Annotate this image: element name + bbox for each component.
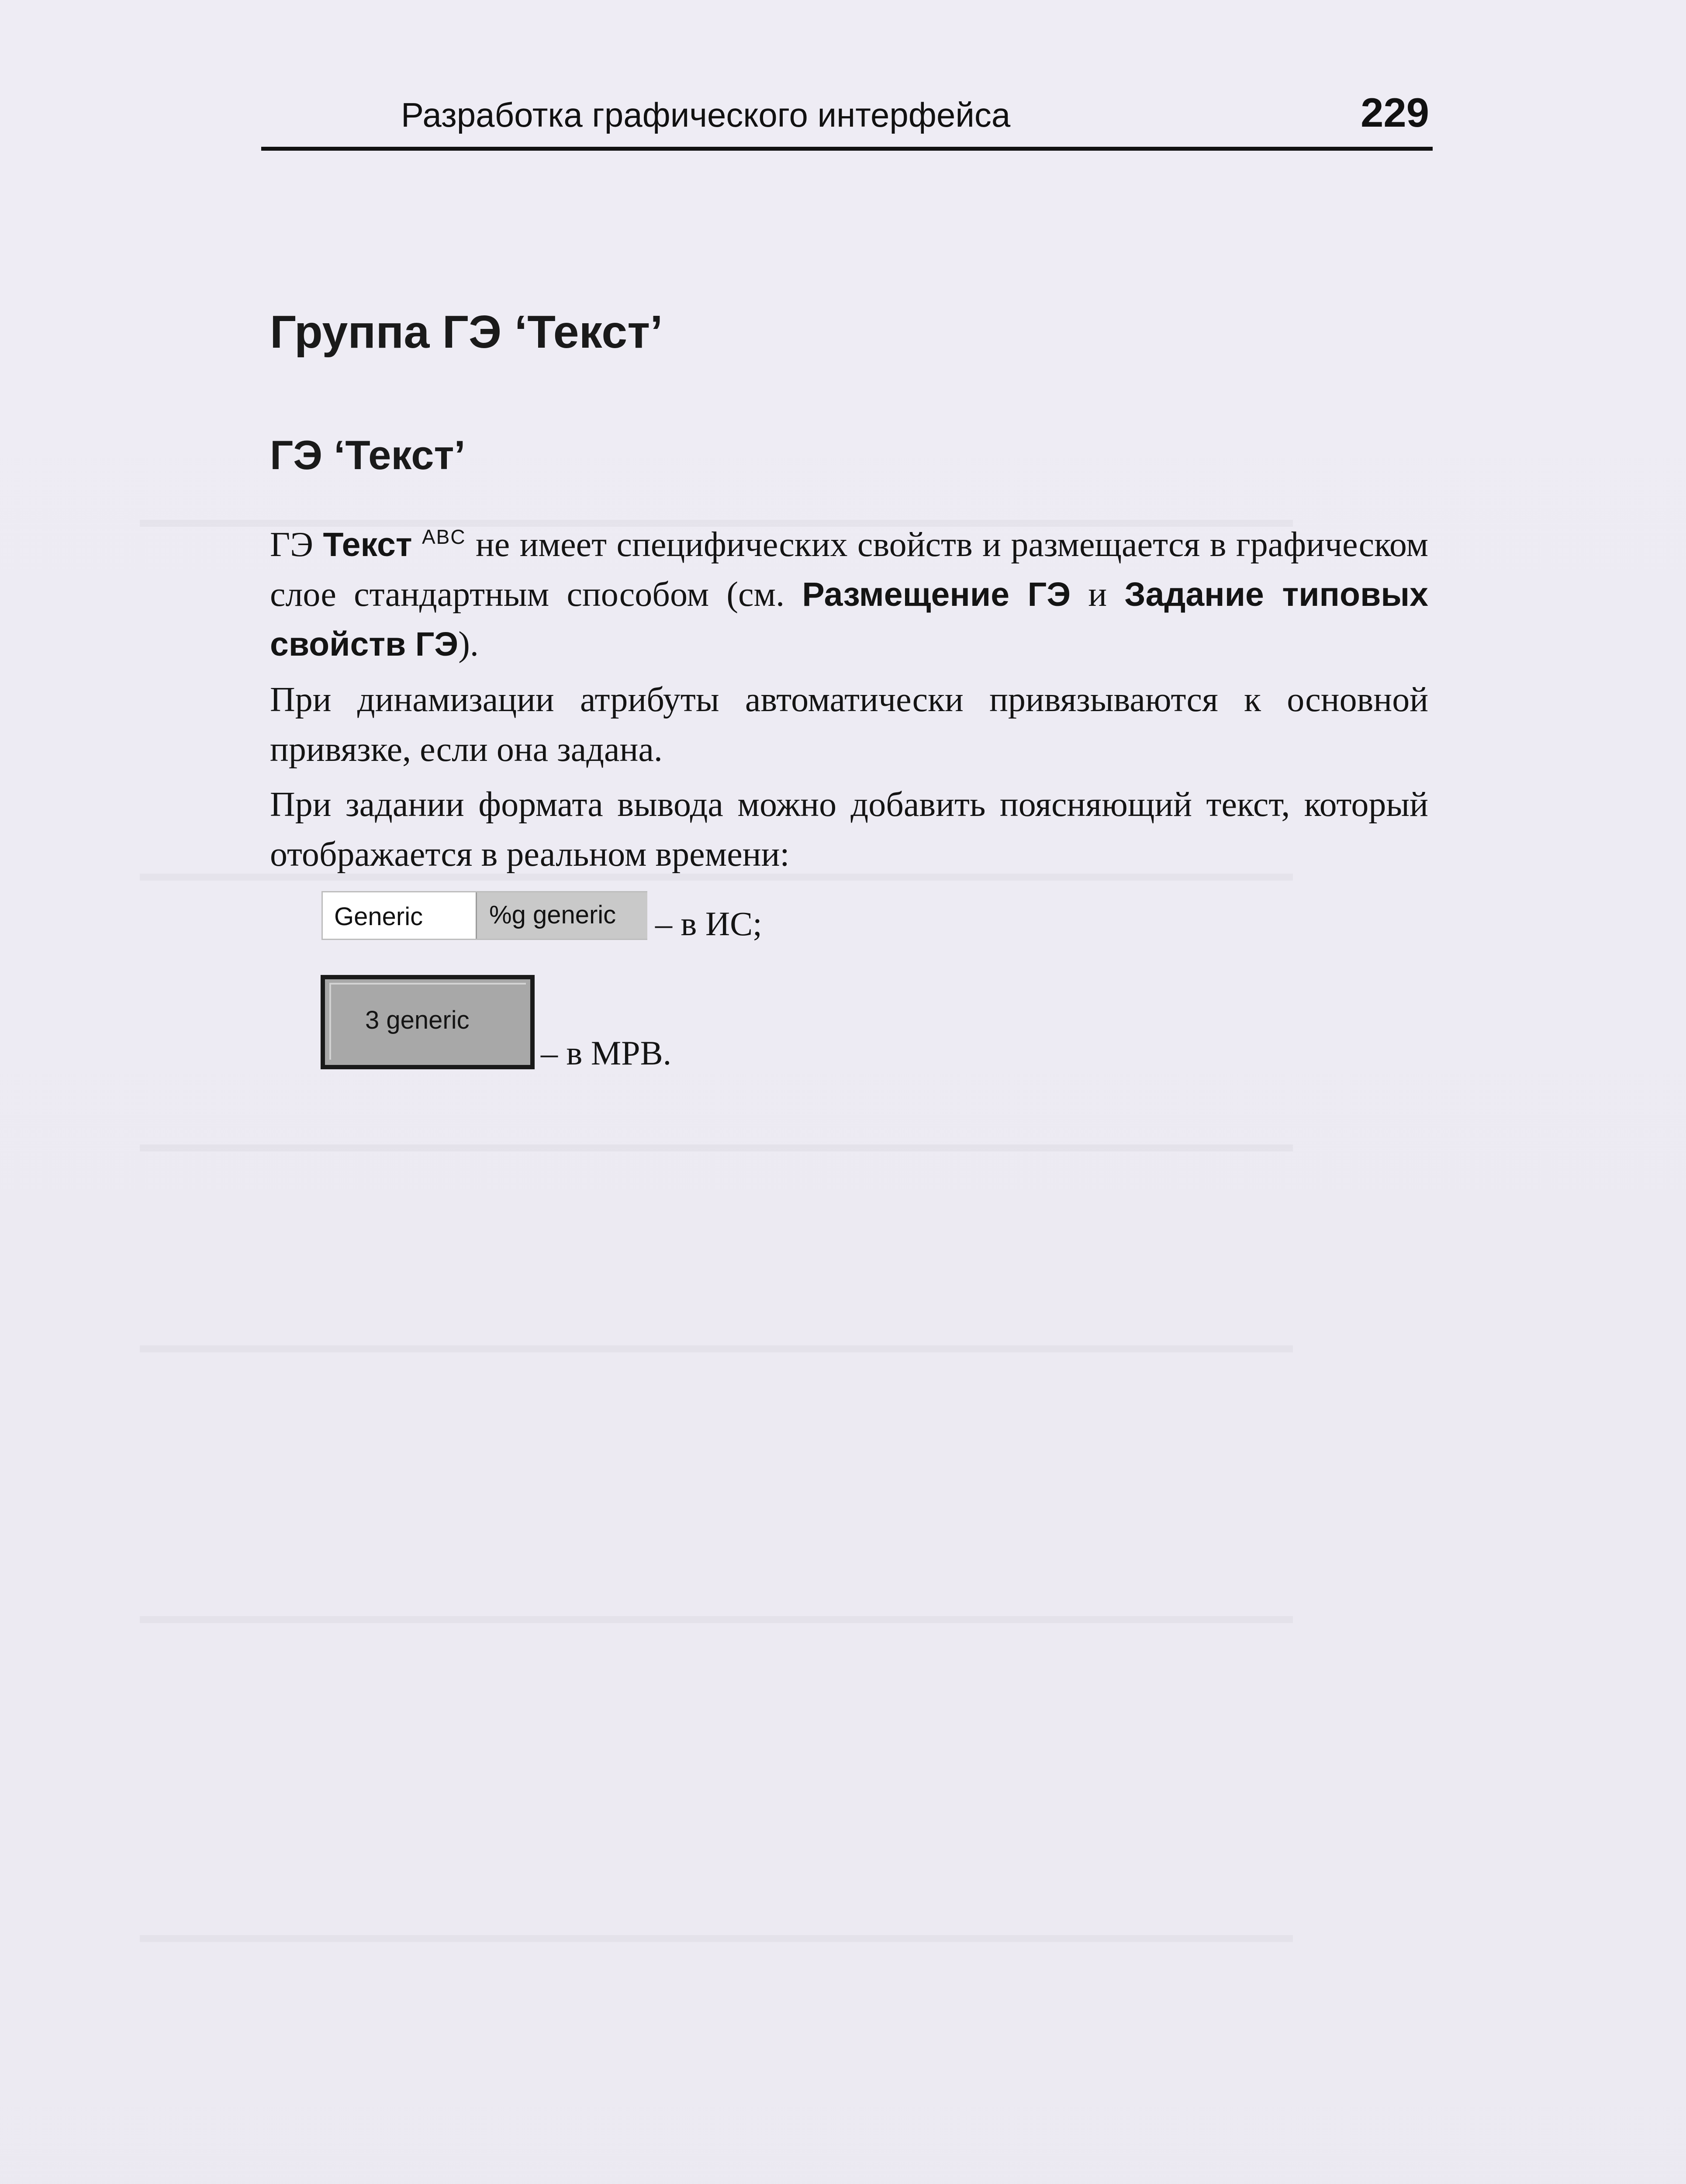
term-text: Текст	[323, 526, 412, 563]
editor-label-generic: Generic	[334, 902, 423, 931]
editor-caption: – в ИС;	[655, 905, 762, 943]
section-title: Группа ГЭ ‘Текст’	[270, 306, 663, 358]
runtime-caption: – в МРВ.	[541, 1034, 672, 1072]
text-tool-icon: ABC	[422, 525, 466, 548]
runtime-label: 3 generic	[365, 1006, 470, 1034]
running-header-title: Разработка графического интерфейса	[401, 96, 1011, 134]
ref-placement: Размещение ГЭ	[802, 576, 1071, 613]
page-number: 229	[1361, 90, 1429, 135]
bleed-through-line	[140, 1345, 1293, 1352]
paragraph-output-format: При задании формата вывода можно добавить поясняющий текст, который отображается в реальном времени:	[270, 785, 1428, 874]
paragraph-lead: ГЭ	[270, 525, 323, 564]
bleed-through-line	[140, 1935, 1293, 1942]
ref-typical-properties: Задание типовых свойств ГЭ	[270, 576, 1428, 663]
running-header	[261, 86, 1433, 151]
paragraph-joiner: и	[1071, 575, 1125, 614]
bleed-through-line	[140, 1144, 1293, 1151]
editor-format-text: %g generic	[489, 901, 616, 929]
paragraph-end: ).	[458, 625, 479, 663]
subsection-title: ГЭ ‘Текст’	[270, 432, 466, 478]
paragraph-dynamization: При динамизации атрибуты автоматически привязываются к основной привязке, если она задана.	[270, 681, 1428, 769]
paragraph-body: не имеет специфических свойств и размещается в графическом слое стандартным способом (см.	[270, 525, 1429, 614]
bleed-through-line	[140, 1616, 1293, 1623]
paragraph-text-element	[270, 520, 1428, 669]
editor-text-element-example	[321, 891, 647, 940]
runtime-text-element-example	[321, 975, 535, 1069]
editor-format-field	[476, 892, 647, 939]
